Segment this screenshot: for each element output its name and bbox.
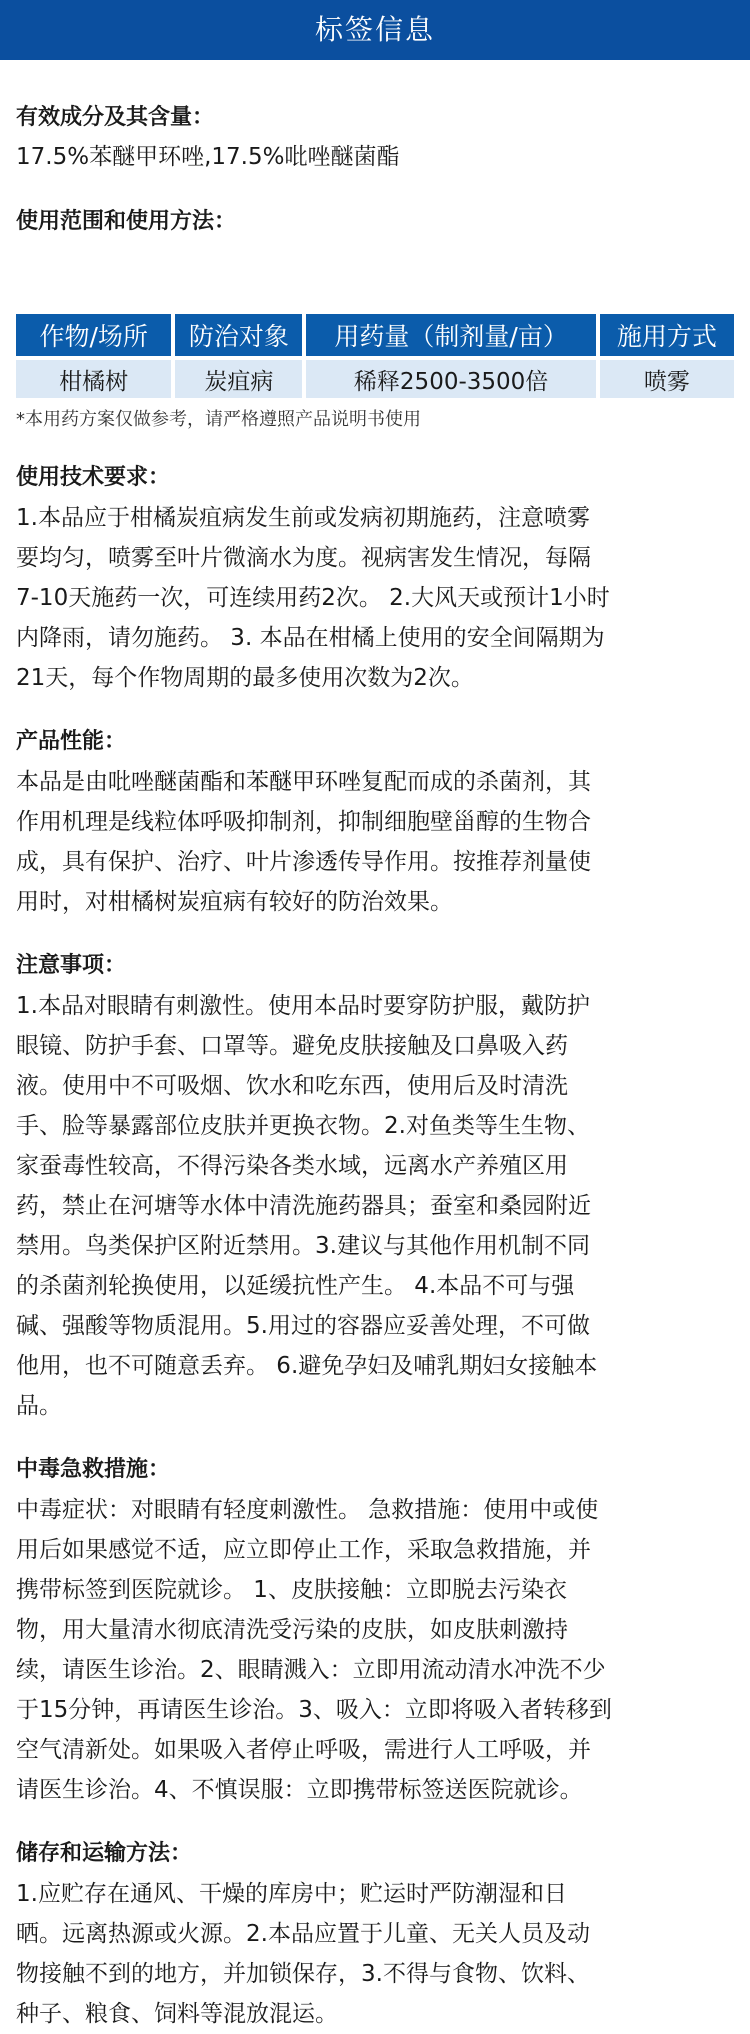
first-aid-section (16, 1426, 734, 1810)
section-title: 中毒急救措施： (16, 1457, 171, 1482)
text-line: 本品是由吡唑醚菌酯和苯醚甲环唑复配而成的杀菌剂，其 (16, 769, 591, 795)
text-line: 请医生诊治。4、不慎误服：立即携带标签送医院就诊。 (16, 1777, 583, 1803)
cell-method: 喷雾 (600, 360, 734, 398)
text-line: 物，用大量清水彻底清洗受污染的皮肤，如皮肤刺激持 (16, 1617, 568, 1643)
cell-dosage: 稀释2500-3500倍 (306, 360, 595, 398)
text-line: 续，请医生诊治。2、眼睛溅入：立即用流动清水冲洗不少 (16, 1657, 606, 1683)
text-line: 物接触不到的地方，并加锁保存，3.不得与食物、饮料、 (16, 1961, 590, 1987)
section-title: 使用技术要求： (16, 465, 171, 490)
section-text (16, 1874, 734, 2034)
text-line: 碱、强酸等物质混用。5.用过的容器应妥善处理，不可做 (16, 1313, 590, 1339)
text-line: 晒。远离热源或火源。2.本品应置于儿童、无关人员及动 (16, 1921, 590, 1947)
text-line: 种子、粮食、饲料等混放混运。 (16, 2001, 338, 2027)
text-line: 液。使用中不可吸烟、饮水和吃东西，使用后及时清洗 (16, 1073, 568, 1099)
text-line: 空气清新处。如果吸入者停止呼吸，需进行人工呼吸，并 (16, 1737, 591, 1763)
text-line: 眼镜、防护手套、口罩等。避免皮肤接触及口鼻吸入药 (16, 1033, 568, 1059)
text-line: 他用，也不可随意丢弃。 6.避免孕妇及哺乳期妇女接触本 (16, 1353, 598, 1379)
ingredients-text: 17.5%苯醚甲环唑,17.5%吡唑醚菌酯 (16, 144, 400, 170)
text-line: 21天，每个作物周期的最多使用次数为2次。 (16, 665, 474, 691)
text-line: 手、脸等暴露部位皮肤并更换衣物。2.对鱼类等生生物、 (16, 1113, 590, 1139)
text-line: 用后如果感觉不适，应立即停止工作，采取急救措施，并 (16, 1537, 591, 1563)
text-line: 1.本品对眼睛有刺激性。使用本品时要穿防护服，戴防护 (16, 993, 590, 1019)
text-line: 药，禁止在河塘等水体中清洗施药器具；蚕室和桑园附近 (16, 1193, 591, 1219)
section-title: 产品性能： (16, 729, 127, 754)
text-line: 品。 (16, 1393, 62, 1419)
text-line: 用时，对柑橘树炭疽病有较好的防治效果。 (16, 889, 453, 915)
usage-table-wrap (16, 310, 734, 434)
section-text (16, 762, 734, 922)
text-line: 7-10天施药一次，可连续用药2次。 2.大风天或预计1小时 (16, 585, 610, 611)
table-row (16, 360, 734, 398)
section-title: 储存和运输方法： (16, 1841, 193, 1866)
text-line: 1.本品应于柑橘炭疽病发生前或发病初期施药，注意喷雾 (16, 505, 590, 531)
header-crop: 作物/场所 (16, 314, 171, 356)
page-title: 标签信息 (314, 13, 435, 46)
text-line: 家蚕毒性较高，不得污染各类水域，远离水产养殖区用 (16, 1153, 568, 1179)
cell-crop: 柑橘树 (16, 360, 171, 398)
usage-title: 使用范围和使用方法： (16, 209, 237, 234)
label-content (0, 60, 750, 2034)
usage-note: *本用药方案仅做参考，请严格遵照产品说明书使用 (16, 409, 421, 430)
text-line: 中毒症状：对眼睛有轻度刺激性。 急救措施：使用中或使 (16, 1497, 599, 1523)
header-target: 防治对象 (175, 314, 302, 356)
technical-requirements-section (16, 434, 734, 698)
text-line: 于15分钟，再请医生诊治。3、吸入：立即将吸入者转移到 (16, 1697, 612, 1723)
page-header (0, 0, 750, 60)
section-text (16, 1490, 734, 1810)
cell-target: 炭疽病 (175, 360, 302, 398)
usage-table (12, 310, 738, 402)
text-line: 内降雨，请勿施药。 3. 本品在柑橘上使用的安全间隔期为 (16, 625, 605, 651)
header-method: 施用方式 (600, 314, 734, 356)
section-title: 注意事项： (16, 953, 127, 978)
product-performance-section (16, 698, 734, 922)
table-header-row (16, 314, 734, 356)
section-text (16, 986, 734, 1426)
text-line: 1.应贮存在通风、干燥的库房中；贮运时严防潮湿和日 (16, 1881, 567, 1907)
header-dosage: 用药量（制剂量/亩） (306, 314, 595, 356)
storage-section (16, 1810, 734, 2034)
text-line: 禁用。鸟类保护区附近禁用。3.建议与其他作用机制不同 (16, 1233, 590, 1259)
ingredients-section (16, 60, 734, 176)
text-line: 成，具有保护、治疗、叶片渗透传导作用。按推荐剂量使 (16, 849, 591, 875)
usage-section (16, 176, 734, 242)
text-line: 作用机理是线粒体呼吸抑制剂，抑制细胞壁甾醇的生物合 (16, 809, 591, 835)
text-line: 要均匀，喷雾至叶片微滴水为度。视病害发生情况，每隔 (16, 545, 591, 571)
text-line: 的杀菌剂轮换使用，以延缓抗性产生。 4.本品不可与强 (16, 1273, 575, 1299)
section-text (16, 498, 734, 698)
ingredients-title: 有效成分及其含量： (16, 105, 215, 130)
precautions-section (16, 922, 734, 1426)
text-line: 携带标签到医院就诊。 1、皮肤接触：立即脱去污染衣 (16, 1577, 567, 1603)
